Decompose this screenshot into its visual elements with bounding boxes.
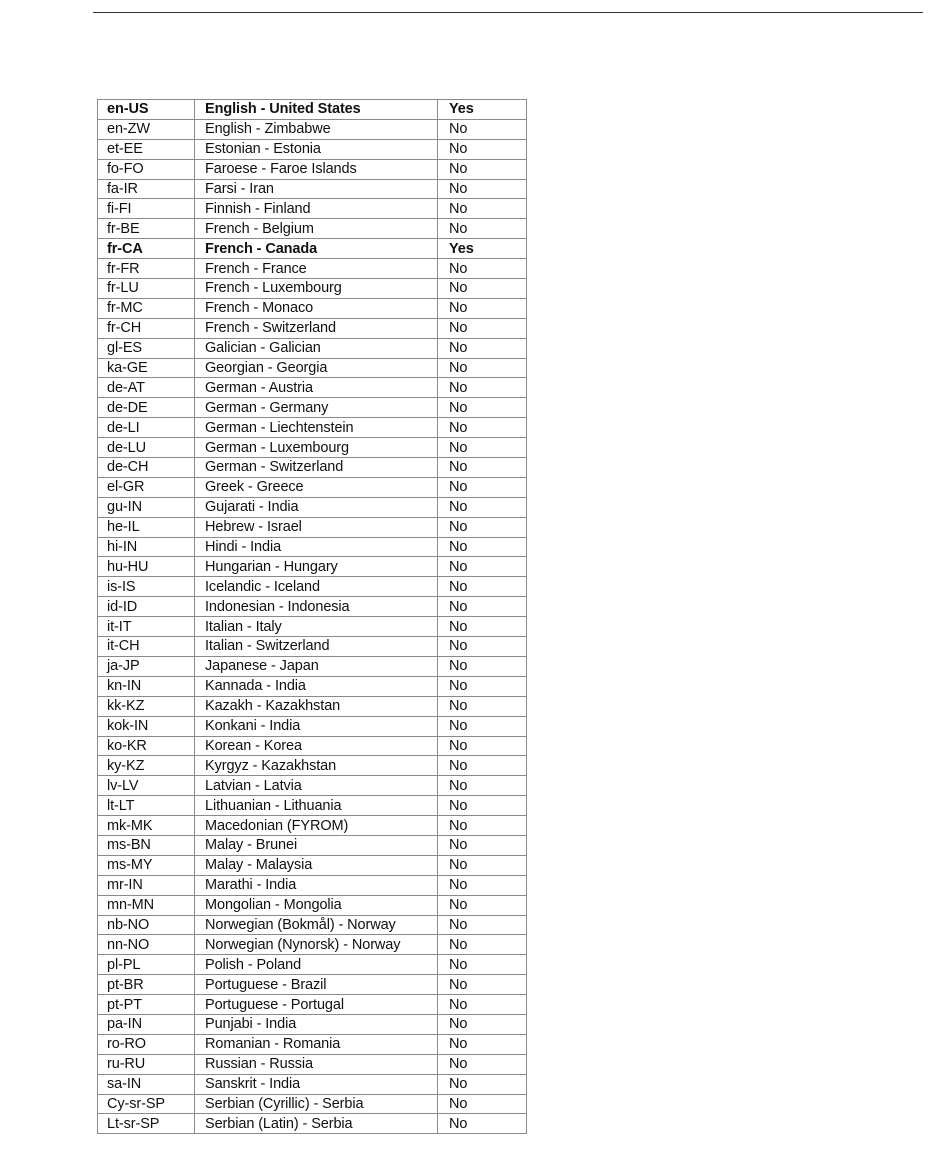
locale-flag-cell: No	[438, 776, 527, 796]
table-row	[98, 517, 527, 537]
locale-code-cell: de-AT	[98, 378, 195, 398]
locale-name-cell: Norwegian (Nynorsk) - Norway	[195, 935, 438, 955]
locale-flag-cell: No	[438, 298, 527, 318]
locale-code-cell: it-CH	[98, 637, 195, 657]
locale-code-cell: hi-IN	[98, 537, 195, 557]
locale-flag-cell: No	[438, 438, 527, 458]
locale-name-cell: Greek - Greece	[195, 477, 438, 497]
locale-name-cell: Hungarian - Hungary	[195, 557, 438, 577]
locale-name-cell: German - Switzerland	[195, 458, 438, 478]
table-row	[98, 597, 527, 617]
table-row	[98, 219, 527, 239]
locale-flag-cell: No	[438, 358, 527, 378]
locale-code-cell: is-IS	[98, 577, 195, 597]
locale-flag-cell: No	[438, 119, 527, 139]
table-row	[98, 1114, 527, 1134]
locale-code-cell: mk-MK	[98, 816, 195, 836]
table-row	[98, 736, 527, 756]
locale-name-cell: Malay - Malaysia	[195, 855, 438, 875]
locale-flag-cell: No	[438, 577, 527, 597]
locale-flag-cell: No	[438, 756, 527, 776]
table-row	[98, 756, 527, 776]
locale-code-cell: Cy-sr-SP	[98, 1094, 195, 1114]
locale-flag-cell: No	[438, 557, 527, 577]
locale-code-cell: lv-LV	[98, 776, 195, 796]
locale-flag-cell: No	[438, 477, 527, 497]
locale-flag-cell: No	[438, 1074, 527, 1094]
locale-name-cell: Punjabi - India	[195, 1014, 438, 1034]
table-row	[98, 895, 527, 915]
locale-name-cell: Japanese - Japan	[195, 656, 438, 676]
locale-flag-cell: No	[438, 855, 527, 875]
locale-flag-cell: No	[438, 159, 527, 179]
table-row	[98, 477, 527, 497]
table-row	[98, 716, 527, 736]
locale-name-cell: Finnish - Finland	[195, 199, 438, 219]
table-row	[98, 318, 527, 338]
table-row	[98, 1034, 527, 1054]
locale-name-cell: French - Belgium	[195, 219, 438, 239]
table-row	[98, 776, 527, 796]
locale-table-body	[98, 100, 527, 1134]
locale-code-cell: ky-KZ	[98, 756, 195, 776]
table-row	[98, 438, 527, 458]
locale-name-cell: Italian - Switzerland	[195, 637, 438, 657]
locale-code-cell: de-LU	[98, 438, 195, 458]
locale-flag-cell: No	[438, 895, 527, 915]
locale-code-cell: mr-IN	[98, 875, 195, 895]
locale-name-cell: Macedonian (FYROM)	[195, 816, 438, 836]
locale-flag-cell: No	[438, 656, 527, 676]
locale-code-cell: id-ID	[98, 597, 195, 617]
table-row	[98, 656, 527, 676]
locale-flag-cell: No	[438, 597, 527, 617]
locale-name-cell: French - Switzerland	[195, 318, 438, 338]
locale-name-cell: Malay - Brunei	[195, 835, 438, 855]
table-row	[98, 676, 527, 696]
locale-code-cell: nn-NO	[98, 935, 195, 955]
table-row	[98, 1094, 527, 1114]
locale-flag-cell: No	[438, 1034, 527, 1054]
table-row	[98, 915, 527, 935]
locale-code-cell: el-GR	[98, 477, 195, 497]
table-row	[98, 139, 527, 159]
locale-code-cell: hu-HU	[98, 557, 195, 577]
table-row	[98, 398, 527, 418]
locale-flag-cell: No	[438, 338, 527, 358]
locale-flag-cell: No	[438, 1014, 527, 1034]
locale-name-cell: Farsi - Iran	[195, 179, 438, 199]
locale-code-cell: lt-LT	[98, 796, 195, 816]
locale-name-cell: Georgian - Georgia	[195, 358, 438, 378]
locale-code-cell: ms-BN	[98, 835, 195, 855]
locale-code-cell: kn-IN	[98, 676, 195, 696]
locale-code-cell: en-US	[98, 100, 195, 120]
table-row	[98, 497, 527, 517]
table-row	[98, 995, 527, 1015]
locale-name-cell: Russian - Russia	[195, 1054, 438, 1074]
locale-flag-cell: Yes	[438, 239, 527, 259]
locale-name-cell: French - Canada	[195, 239, 438, 259]
locale-code-cell: fr-BE	[98, 219, 195, 239]
locale-name-cell: French - France	[195, 259, 438, 279]
locale-name-cell: Latvian - Latvia	[195, 776, 438, 796]
locale-name-cell: German - Austria	[195, 378, 438, 398]
table-row	[98, 1014, 527, 1034]
table-row	[98, 199, 527, 219]
locale-flag-cell: No	[438, 458, 527, 478]
locale-code-cell: he-IL	[98, 517, 195, 537]
locale-flag-cell: No	[438, 935, 527, 955]
locale-name-cell: Serbian (Latin) - Serbia	[195, 1114, 438, 1134]
table-row	[98, 577, 527, 597]
locale-flag-cell: No	[438, 219, 527, 239]
locale-flag-cell: Yes	[438, 100, 527, 120]
locale-flag-cell: No	[438, 378, 527, 398]
locale-code-cell: ru-RU	[98, 1054, 195, 1074]
locale-flag-cell: No	[438, 1094, 527, 1114]
locale-code-cell: gl-ES	[98, 338, 195, 358]
table-row	[98, 796, 527, 816]
locale-name-cell: Faroese - Faroe Islands	[195, 159, 438, 179]
locale-name-cell: Indonesian - Indonesia	[195, 597, 438, 617]
locale-name-cell: German - Liechtenstein	[195, 418, 438, 438]
locale-name-cell: English - United States	[195, 100, 438, 120]
table-row	[98, 955, 527, 975]
locale-name-cell: Estonian - Estonia	[195, 139, 438, 159]
locale-flag-cell: No	[438, 617, 527, 637]
locale-flag-cell: No	[438, 1114, 527, 1134]
locale-name-cell: Hebrew - Israel	[195, 517, 438, 537]
locale-name-cell: Icelandic - Iceland	[195, 577, 438, 597]
locale-flag-cell: No	[438, 676, 527, 696]
locale-name-cell: Romanian - Romania	[195, 1034, 438, 1054]
locale-name-cell: Marathi - India	[195, 875, 438, 895]
locale-name-cell: Norwegian (Bokmål) - Norway	[195, 915, 438, 935]
table-row	[98, 119, 527, 139]
locale-flag-cell: No	[438, 517, 527, 537]
locale-flag-cell: No	[438, 139, 527, 159]
locale-flag-cell: No	[438, 637, 527, 657]
locale-flag-cell: No	[438, 497, 527, 517]
table-row	[98, 259, 527, 279]
locale-flag-cell: No	[438, 279, 527, 299]
locale-name-cell: Galician - Galician	[195, 338, 438, 358]
locale-code-cell: ro-RO	[98, 1034, 195, 1054]
table-row	[98, 557, 527, 577]
locale-name-cell: Sanskrit - India	[195, 1074, 438, 1094]
table-row	[98, 418, 527, 438]
locale-flag-cell: No	[438, 398, 527, 418]
table-row	[98, 835, 527, 855]
locale-flag-cell: No	[438, 975, 527, 995]
locale-code-cell: fo-FO	[98, 159, 195, 179]
table-row	[98, 1054, 527, 1074]
locale-code-cell: fr-CA	[98, 239, 195, 259]
locale-flag-cell: No	[438, 199, 527, 219]
locale-flag-cell: No	[438, 259, 527, 279]
locale-flag-cell: No	[438, 796, 527, 816]
locale-name-cell: Portuguese - Portugal	[195, 995, 438, 1015]
table-row	[98, 279, 527, 299]
locale-code-cell: pl-PL	[98, 955, 195, 975]
locale-name-cell: English - Zimbabwe	[195, 119, 438, 139]
locale-code-cell: fa-IR	[98, 179, 195, 199]
locale-code-cell: pa-IN	[98, 1014, 195, 1034]
locale-code-cell: de-DE	[98, 398, 195, 418]
locale-code-cell: pt-PT	[98, 995, 195, 1015]
locale-code-cell: fi-FI	[98, 199, 195, 219]
locale-code-cell: kk-KZ	[98, 696, 195, 716]
locale-name-cell: French - Monaco	[195, 298, 438, 318]
locale-code-cell: fr-CH	[98, 318, 195, 338]
locale-flag-cell: No	[438, 915, 527, 935]
locale-code-cell: ko-KR	[98, 736, 195, 756]
locale-flag-cell: No	[438, 995, 527, 1015]
table-row	[98, 855, 527, 875]
table-row	[98, 537, 527, 557]
table-row	[98, 179, 527, 199]
locale-flag-cell: No	[438, 716, 527, 736]
locale-name-cell: German - Germany	[195, 398, 438, 418]
table-row	[98, 816, 527, 836]
locale-flag-cell: No	[438, 875, 527, 895]
locale-name-cell: Kyrgyz - Kazakhstan	[195, 756, 438, 776]
locale-name-cell: Mongolian - Mongolia	[195, 895, 438, 915]
table-row	[98, 378, 527, 398]
locale-code-cell: fr-FR	[98, 259, 195, 279]
locale-code-cell: it-IT	[98, 617, 195, 637]
table-row	[98, 159, 527, 179]
table-row	[98, 338, 527, 358]
locale-code-cell: gu-IN	[98, 497, 195, 517]
table-row	[98, 458, 527, 478]
locale-name-cell: Lithuanian - Lithuania	[195, 796, 438, 816]
locale-name-cell: Polish - Poland	[195, 955, 438, 975]
locale-flag-cell: No	[438, 955, 527, 975]
locale-code-cell: en-ZW	[98, 119, 195, 139]
locale-flag-cell: No	[438, 418, 527, 438]
locale-name-cell: German - Luxembourg	[195, 438, 438, 458]
locale-flag-cell: No	[438, 1054, 527, 1074]
header-rule	[93, 12, 923, 13]
locale-flag-cell: No	[438, 816, 527, 836]
locale-name-cell: Italian - Italy	[195, 617, 438, 637]
table-row	[98, 358, 527, 378]
locale-flag-cell: No	[438, 696, 527, 716]
locale-name-cell: Hindi - India	[195, 537, 438, 557]
locale-code-cell: ms-MY	[98, 855, 195, 875]
table-row	[98, 696, 527, 716]
locale-code-cell: de-CH	[98, 458, 195, 478]
table-row	[98, 298, 527, 318]
locale-flag-cell: No	[438, 179, 527, 199]
locale-name-cell: Kannada - India	[195, 676, 438, 696]
locale-code-cell: ja-JP	[98, 656, 195, 676]
locale-name-cell: Serbian (Cyrillic) - Serbia	[195, 1094, 438, 1114]
locale-code-cell: Lt-sr-SP	[98, 1114, 195, 1134]
table-row	[98, 239, 527, 259]
locale-flag-cell: No	[438, 537, 527, 557]
locale-code-cell: sa-IN	[98, 1074, 195, 1094]
locale-flag-cell: No	[438, 736, 527, 756]
locale-table	[97, 99, 527, 1134]
locale-name-cell: Gujarati - India	[195, 497, 438, 517]
locale-name-cell: Konkani - India	[195, 716, 438, 736]
locale-flag-cell: No	[438, 318, 527, 338]
table-row	[98, 100, 527, 120]
locale-code-cell: mn-MN	[98, 895, 195, 915]
locale-flag-cell: No	[438, 835, 527, 855]
table-row	[98, 875, 527, 895]
locale-name-cell: Korean - Korea	[195, 736, 438, 756]
locale-code-cell: et-EE	[98, 139, 195, 159]
locale-code-cell: kok-IN	[98, 716, 195, 736]
locale-code-cell: fr-MC	[98, 298, 195, 318]
table-row	[98, 617, 527, 637]
table-row	[98, 1074, 527, 1094]
locale-code-cell: ka-GE	[98, 358, 195, 378]
locale-name-cell: Portuguese - Brazil	[195, 975, 438, 995]
table-row	[98, 637, 527, 657]
table-row	[98, 975, 527, 995]
locale-code-cell: de-LI	[98, 418, 195, 438]
locale-name-cell: Kazakh - Kazakhstan	[195, 696, 438, 716]
locale-code-cell: fr-LU	[98, 279, 195, 299]
table-row	[98, 935, 527, 955]
locale-code-cell: pt-BR	[98, 975, 195, 995]
locale-code-cell: nb-NO	[98, 915, 195, 935]
locale-name-cell: French - Luxembourg	[195, 279, 438, 299]
